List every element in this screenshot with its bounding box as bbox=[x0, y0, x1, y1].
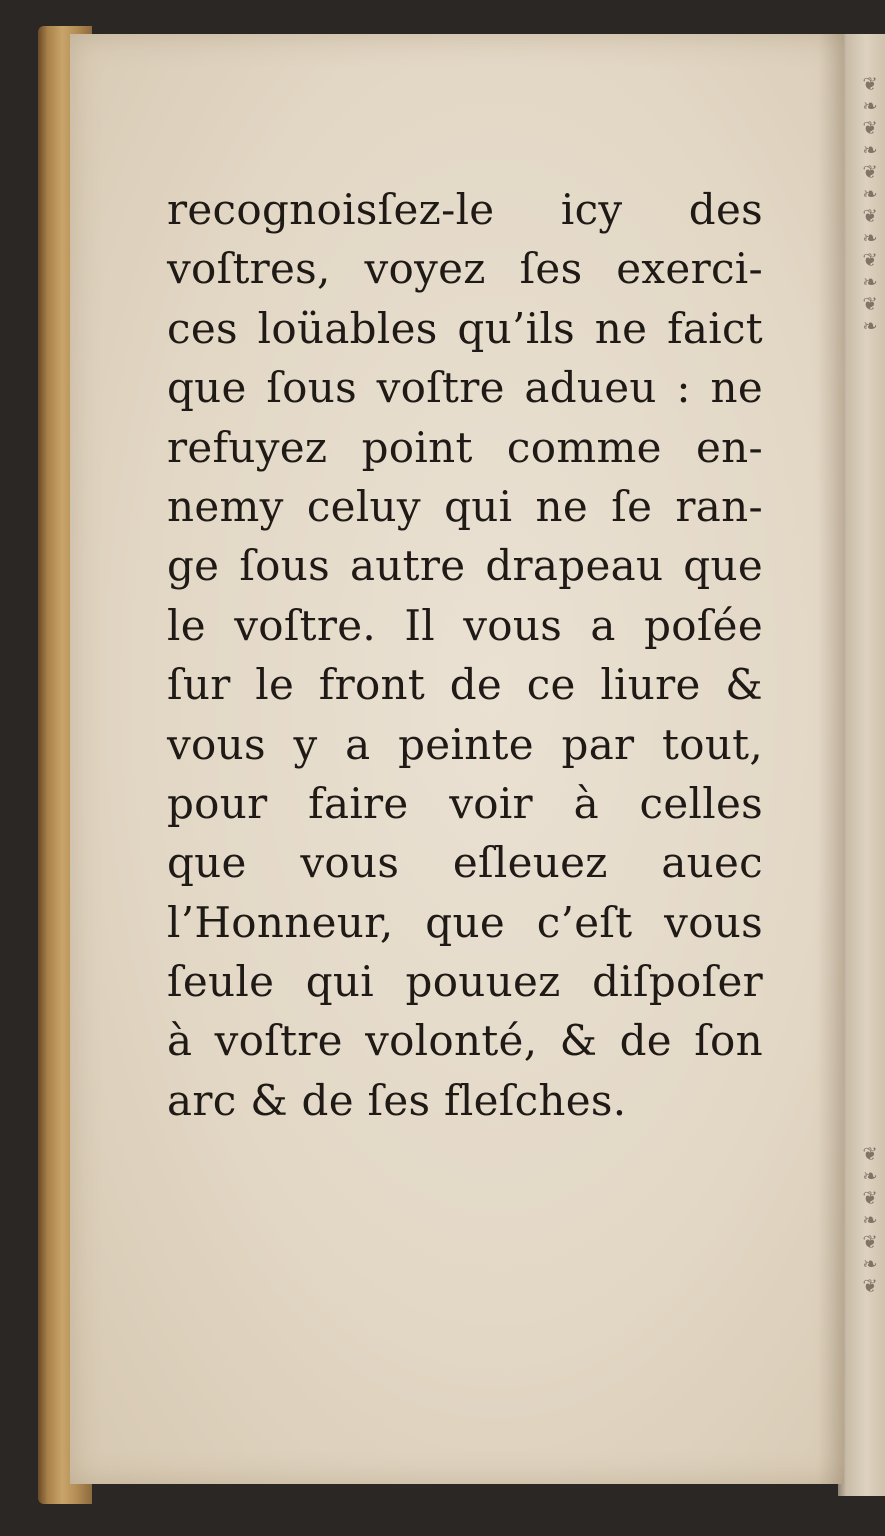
text-line-5: refuyez point comme en- bbox=[167, 422, 763, 472]
text-line-9: ſur le front de ce liure & bbox=[167, 660, 763, 710]
ornament-icon: ❦ ❧ ❦ ❧ ❦ ❧ ❦ bbox=[862, 1144, 878, 1297]
text-line-6: nemy celuy qui ne ſe ran- bbox=[167, 481, 763, 531]
text-line-8: le voſtre. Il vous a poſée bbox=[167, 600, 763, 650]
text-line-11: pour faire voir à celles bbox=[167, 778, 763, 828]
text-line-13: l’Honneur, que c’eſt vous bbox=[167, 897, 763, 947]
text-line-14: ſeule qui pouuez diſpoſer bbox=[167, 957, 763, 1007]
facing-page-edge bbox=[838, 34, 885, 1496]
text-line-12: que vous eſleuez auec bbox=[167, 838, 763, 888]
page-text bbox=[167, 180, 763, 1130]
text-line-16: arc & de ſes fleſches. bbox=[167, 1075, 627, 1125]
text-line-10: vous y a peinte par tout, bbox=[167, 719, 763, 769]
page-gutter-shadow bbox=[818, 34, 844, 1484]
text-line-4: que ſous voſtre adueu : ne bbox=[167, 363, 763, 413]
text-line-7: ge ſous autre drapeau que bbox=[167, 541, 763, 591]
ornament-icon: ❦ ❧ ❦ ❧ ❦ ❧ ❦ ❧ ❦ ❧ ❦ ❧ bbox=[862, 74, 878, 337]
text-line-1: recognoisſez-le icy des bbox=[167, 185, 763, 234]
text-line-15: à voſtre volonté, & de ſon bbox=[167, 1016, 763, 1066]
text-line-2: voſtres, voyez ſes exerci- bbox=[167, 244, 763, 294]
text-line-3: ces loüables qu’ils ne faict bbox=[167, 303, 763, 353]
